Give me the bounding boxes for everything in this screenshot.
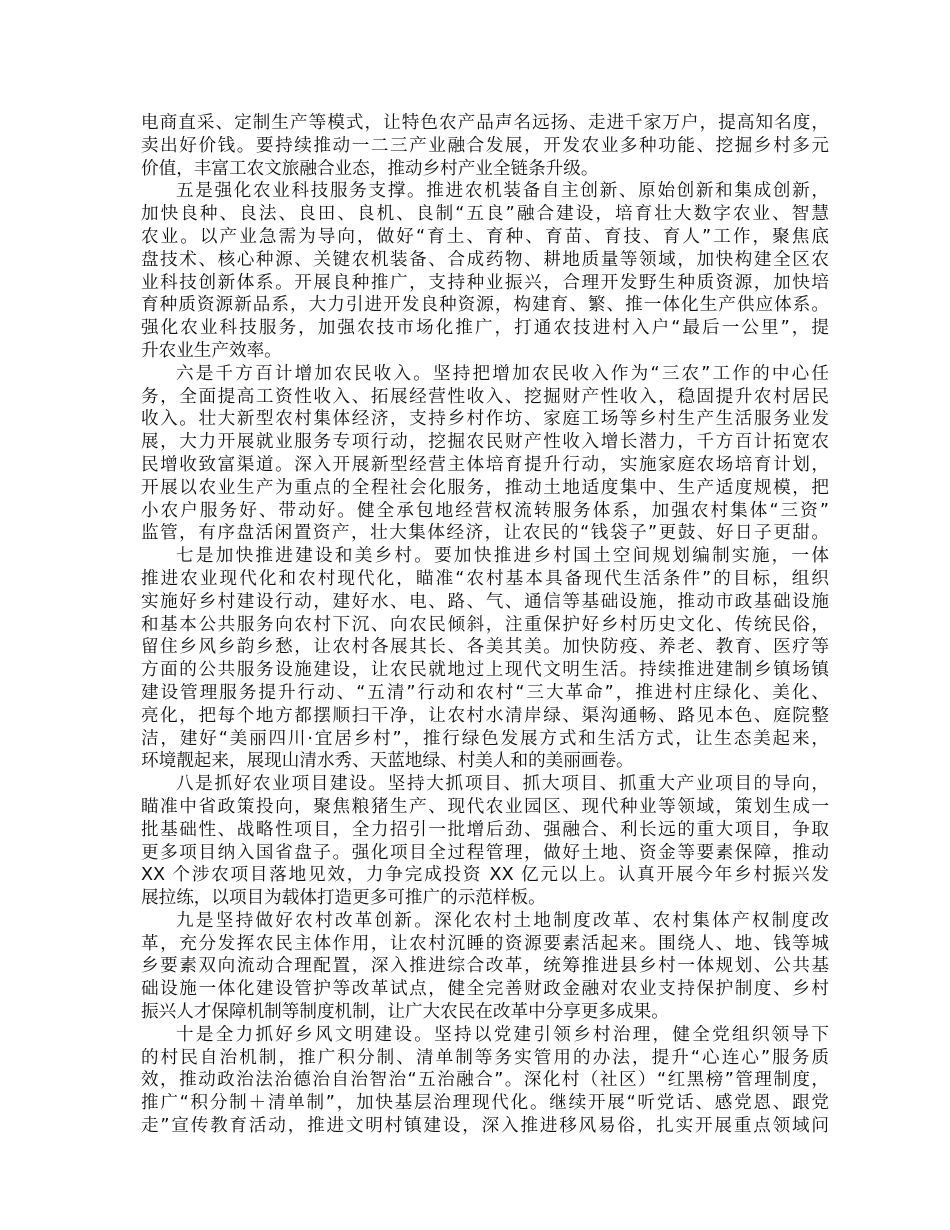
text-line: 环境靓起来，展现山清水秀、天蓝地绿、村美人和的美丽画卷。 xyxy=(141,751,634,772)
text-line: 的村民自治机制，推广积分制、清单制等务实管用的办法，提升“心连心”服务质 xyxy=(141,1047,829,1068)
text-line: 收入。壮大新型农村集体经济，支持乡村作坊、家庭工场等乡村生产生活服务业发 xyxy=(141,409,829,430)
text-line: 加快良种、良法、良田、良机、良制“五良”融合建设，培育壮大数字农业、智慧 xyxy=(141,204,829,225)
text-line: 强化农业科技服务，加强农技市场化推广，打通农技进村入户“最后一公里”，提 xyxy=(141,318,829,339)
text-line: 民增收致富渠道。深入开展新型经营主体培育提升行动，实施家庭农场培育计划， xyxy=(141,454,829,475)
text-line: 瞄准中省政策投向，聚焦粮猪生产、现代农业园区、现代种业等领域，策划生成一 xyxy=(141,796,829,817)
text-line: 推广“积分制＋清单制”，加快基层治理现代化。继续开展“听党话、感党恩、跟党 xyxy=(141,1093,829,1114)
paragraph-first-line: 五是强化农业科技服务支撑。推进农机装备自主创新、原始创新和集成创新， xyxy=(176,181,829,202)
text-line: 方面的公共服务设施建设，让农民就地过上现代文明生活。持续推进建制乡镇场镇 xyxy=(141,660,829,681)
paragraph-first-line: 七是加快推进建设和美乡村。要加快推进乡村国土空间规划编制实施，一体 xyxy=(176,546,829,567)
text-line: 实施好乡村建设行动，建好水、电、路、气、通信等基础设施，推动市政基础设施 xyxy=(141,591,829,612)
paragraph-first-line: 十是全力抓好乡风文明建设。坚持以党建引领乡村治理，健全党组织领导下 xyxy=(176,1024,829,1045)
text-line: 育种质资源新品系，大力引进开发良种资源，构建育、繁、推一体化生产供应体系。 xyxy=(141,295,829,316)
text-line: 升农业生产效率。 xyxy=(141,340,282,361)
text-line: 批基础性、战略性项目，全力招引一批增后劲、强融合、利长远的重大项目，争取 xyxy=(141,819,829,840)
document-body-text xyxy=(141,112,829,1138)
text-line: 展，大力开展就业服务专项行动，挖掘农民财产性收入增长潜力，千方百计拓宽农 xyxy=(141,432,829,453)
text-line: 盘技术、核心种源、关键农机装备、合成药物、耕地质量等领域，加快构建全区农 xyxy=(141,249,829,270)
text-line: 洁，建好“美丽四川·宜居乡村”，推行绿色发展方式和生活方式，让生态美起来， xyxy=(141,728,829,749)
text-line: 乡要素双向流动合理配置，深入推进综合改革，统筹推进县乡村一体规划、公共基 xyxy=(141,956,829,977)
text-line: 业科技创新体系。开展良种推广，支持种业振兴，合理开发野生种质资源，加快培 xyxy=(141,272,829,293)
text-line: 农业。以产业急需为导向，做好“育土、育种、育苗、育技、育人”工作，聚焦底 xyxy=(141,226,829,247)
text-line: 振兴人才保障机制等制度机制，让广大农民在改革中分享更多成果。 xyxy=(141,1002,669,1023)
text-line: 小农户服务好、带动好。健全承包地经营权流转服务体系，加强农村集体“三资” xyxy=(141,500,829,521)
text-line: 建设管理服务提升行动、“五清”行动和农村“三大革命”，推进村庄绿化、美化、 xyxy=(141,682,829,703)
text-line: 开展以农业生产为重点的全程社会化服务，推动土地适度集中、生产适度规模，把 xyxy=(141,477,829,498)
text-line: 价值，丰富工农文旅融合业态，推动乡村产业全链条升级。 xyxy=(141,158,599,179)
text-line: 卖出好价钱。要持续推动一二三产业融合发展，开发农业多种功能、挖掘乡村多元 xyxy=(141,135,829,156)
text-line: 和基本公共服务向农村下沉、向农民倾斜，注重保护好乡村历史文化、传统民俗， xyxy=(141,614,829,635)
paragraph-first-line: 八是抓好农业项目建设。坚持大抓项目、抓大项目、抓重大产业项目的导向， xyxy=(176,774,829,795)
text-line: 务，全面提高工资性收入、拓展经营性收入、挖掘财产性收入，稳固提升农村居民 xyxy=(141,386,829,407)
text-line: 电商直采、定制生产等模式，让特色农产品声名远扬、走进千家万户，提高知名度， xyxy=(141,113,829,133)
text-line: 更多项目纳入国省盘子。强化项目全过程管理，做好土地、资金等要素保障，推动 xyxy=(141,842,829,863)
text-line: XX 个涉农项目落地见效，力争完成投资 XX 亿元以上。认真开展今年乡村振兴发 xyxy=(141,865,829,886)
text-line: 效，推动政治法治德治自治智治“五治融合”。深化村（社区）“红黑榜”管理制度， xyxy=(141,1070,829,1091)
text-line: 走”宣传教育活动，推进文明村镇建设，深入推进移风易俗，扎实开展重点领域问 xyxy=(141,1116,829,1137)
text-line: 留住乡风乡韵乡愁，让农村各展其长、各美其美。加快防疫、养老、教育、医疗等 xyxy=(141,637,829,658)
paragraph-first-line: 六是千方百计增加农民收入。坚持把增加农民收入作为“三农”工作的中心任 xyxy=(176,363,829,384)
paragraph-first-line: 九是坚持做好农村改革创新。深化农村土地制度改革、农村集体产权制度改 xyxy=(176,910,829,931)
text-line: 监管，有序盘活闲置资产，壮大集体经济，让农民的“钱袋子”更鼓、好日子更甜。 xyxy=(141,523,829,544)
text-line: 础设施一体化建设管护等改革试点，健全完善财政金融对农业支持保护制度、乡村 xyxy=(141,979,829,1000)
text-line: 革，充分发挥农民主体作用，让农村沉睡的资源要素活起来。围绕人、地、钱等城 xyxy=(141,933,829,954)
text-line: 推进农业现代化和农村现代化，瞄准“农村基本具备现代生活条件”的目标，组织 xyxy=(141,568,829,589)
text-line: 展拉练，以项目为载体打造更多可推广的示范样板。 xyxy=(141,888,546,909)
text-line: 亮化，把每个地方都摆顺扫干净，让农村水清岸绿、渠沟通畅、路见本色、庭院整 xyxy=(141,705,829,726)
